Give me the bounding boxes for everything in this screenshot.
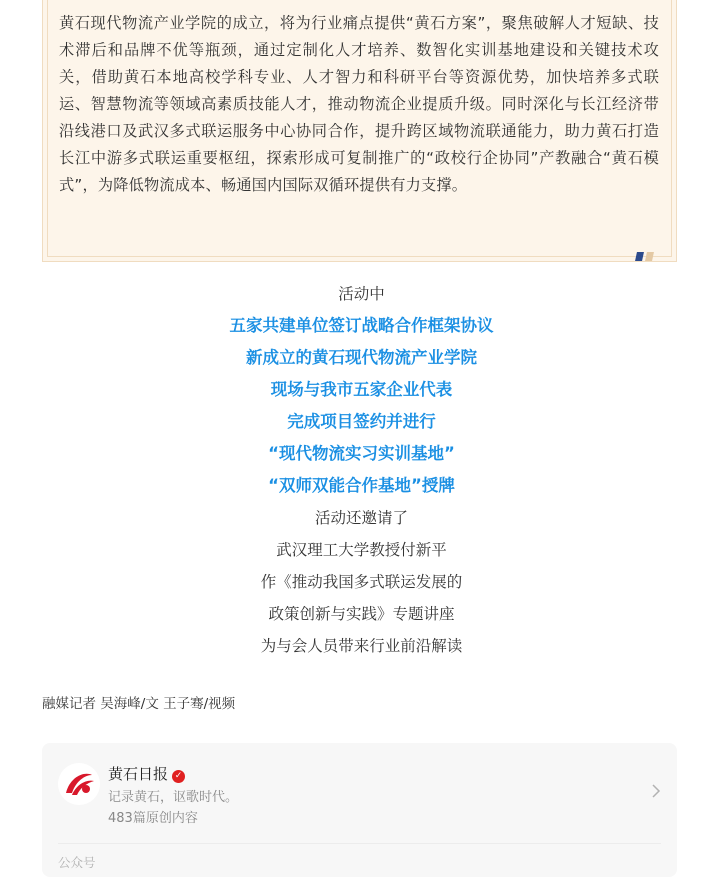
- text-line: 武汉理工大学教授付新平: [276, 541, 447, 559]
- account-type-label: 公众号: [58, 855, 96, 870]
- highlight-line: 完成项目签约并进行: [287, 412, 436, 431]
- chevron-right-icon[interactable]: [651, 783, 661, 799]
- highlight-line: 新成立的黄石现代物流产业学院: [246, 348, 477, 367]
- quote-box: [42, 0, 677, 262]
- text-line: 为与会人员带来行业前沿解读: [260, 637, 463, 655]
- account-name[interactable]: [108, 763, 185, 784]
- text-line: 政策创新与实践》专题讲座: [268, 605, 455, 623]
- avatar-logo-icon[interactable]: [58, 763, 100, 805]
- highlight-line: “双师双能合作基地”授牌: [268, 476, 455, 495]
- text-line: 活动还邀请了: [314, 509, 408, 527]
- account-card[interactable]: [42, 743, 677, 877]
- card-divider: [58, 843, 661, 844]
- text-line: 作《推动我国多式联运发展的: [260, 573, 463, 591]
- corner-decoration-icon: [636, 252, 656, 261]
- quote-text: 黄石现代物流产业学院的成立，将为行业痛点提供“黄石方案”，聚焦破解人才短缺、技术滞后和品牌不优等瓶颈，通过定制化人才培养、数智化实训基地建设和关键技术攻关，借助黄石本地高校学科专业、人才智力和科研平台等资源优势，加快培养多式联运、智慧物流等领域高素质技能人才，推动物流企业提质升级。同时深化与长江经济带沿线港口及武汉多式联运服务中心协同合作，提升跨区域物流联通能力，助力黄石打造长江中游多式联运重要枢纽，探索形成可复制推广的“政校行企协同”产教融合“黄石模式”，为降低物流成本、畅通国内国际双循环提供有力支撑。: [59, 14, 659, 194]
- highlight-line: 五家共建单位签订战略合作框架协议: [229, 316, 494, 335]
- verified-icon: ✓: [172, 770, 185, 783]
- original-count: 483篇原创内容: [108, 811, 198, 826]
- event-summary: [0, 280, 723, 664]
- highlight-line: “现代物流实习实训基地”: [268, 444, 455, 463]
- author-credit: 融媒记者 吴海峰/文 王子骞/视频: [42, 696, 236, 712]
- account-slogan: 记录黄石，讴歌时代。: [108, 790, 239, 805]
- highlight-line: 现场与我市五家企业代表: [270, 380, 453, 399]
- account-name-text[interactable]: 黄石日报: [108, 765, 169, 783]
- text-line: 活动中: [338, 285, 385, 303]
